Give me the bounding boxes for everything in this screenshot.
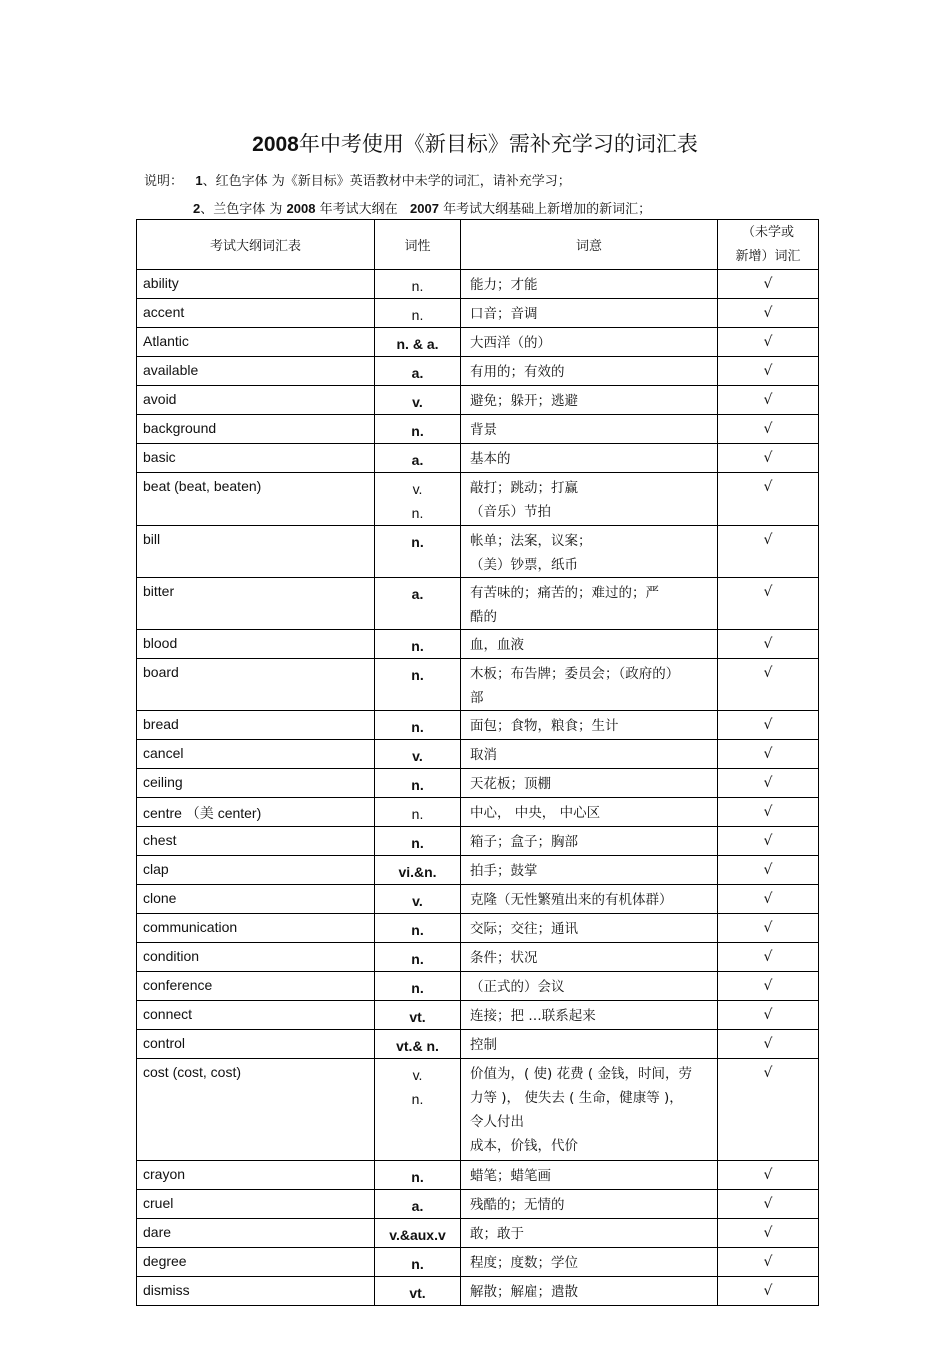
cell-pos: n. — [375, 526, 461, 578]
cell-check: √ — [718, 856, 819, 885]
cell-check: √ — [718, 659, 819, 711]
table-row — [137, 1190, 819, 1219]
note-line-2 — [193, 198, 651, 217]
cell-word: degree — [137, 1248, 375, 1277]
cell-meaning: 口音；音调 — [461, 299, 718, 328]
table-row — [137, 711, 819, 740]
cell-word: centre （美 center) — [137, 798, 375, 827]
cell-word: blood — [137, 630, 375, 659]
cell-check: √ — [718, 415, 819, 444]
cell-pos: n. — [375, 299, 461, 328]
table-row — [137, 943, 819, 972]
cell-meaning: 条件；状况 — [461, 943, 718, 972]
table-row — [137, 856, 819, 885]
cell-word: ability — [137, 270, 375, 299]
cell-meaning: 避免；躲开；逃避 — [461, 386, 718, 415]
cell-word: control — [137, 1030, 375, 1059]
cell-check: √ — [718, 444, 819, 473]
cell-meaning: 能力；才能 — [461, 270, 718, 299]
cell-check: √ — [718, 328, 819, 357]
cell-check: √ — [718, 711, 819, 740]
cell-check: √ — [718, 1277, 819, 1306]
table-row — [137, 1161, 819, 1190]
table-row — [137, 914, 819, 943]
cell-pos: n. & a. — [375, 328, 461, 357]
cell-pos: vt. — [375, 1001, 461, 1030]
cell-word: clap — [137, 856, 375, 885]
cell-word: cruel — [137, 1190, 375, 1219]
cell-pos: v. n. — [375, 473, 461, 526]
cell-meaning: 基本的 — [461, 444, 718, 473]
table-row — [137, 630, 819, 659]
cell-meaning: 解散；解雇；遣散 — [461, 1277, 718, 1306]
table-row — [137, 1219, 819, 1248]
cell-word: bitter — [137, 578, 375, 630]
cell-word: cancel — [137, 740, 375, 769]
cell-pos: n. — [375, 798, 461, 827]
cell-check: √ — [718, 1001, 819, 1030]
cell-meaning: 帐单；法案，议案； （美）钞票，纸币 — [461, 526, 718, 578]
cell-pos: a. — [375, 444, 461, 473]
table-row — [137, 1248, 819, 1277]
cell-pos: n. — [375, 1248, 461, 1277]
cell-word: connect — [137, 1001, 375, 1030]
cell-pos: v. n. — [375, 1059, 461, 1161]
cell-word: dismiss — [137, 1277, 375, 1306]
cell-word: basic — [137, 444, 375, 473]
cell-meaning: 大西洋（的） — [461, 328, 718, 357]
table-row — [137, 357, 819, 386]
cell-pos: a. — [375, 357, 461, 386]
cell-pos: v. — [375, 740, 461, 769]
cell-check: √ — [718, 885, 819, 914]
cell-pos: n. — [375, 943, 461, 972]
cell-meaning: 有用的；有效的 — [461, 357, 718, 386]
cell-check: √ — [718, 1030, 819, 1059]
table-row — [137, 1030, 819, 1059]
table-row — [137, 386, 819, 415]
cell-word: Atlantic — [137, 328, 375, 357]
cell-meaning: 面包；食物，粮食；生计 — [461, 711, 718, 740]
cell-meaning: 箱子；盒子；胸部 — [461, 827, 718, 856]
note2-text2: 年考试大纲在 — [319, 202, 398, 217]
cell-pos: n. — [375, 1161, 461, 1190]
cell-word: chest — [137, 827, 375, 856]
cell-check: √ — [718, 972, 819, 1001]
table-row — [137, 972, 819, 1001]
note2-text3: 年考试大纲基础上新增加的新词汇； — [443, 202, 652, 217]
cell-word: board — [137, 659, 375, 711]
cell-meaning: 程度；度数；学位 — [461, 1248, 718, 1277]
title-text: 年中考使用《新目标》需补充学习的词汇表 — [298, 132, 698, 156]
cell-pos: vt.& n. — [375, 1030, 461, 1059]
cell-check: √ — [718, 740, 819, 769]
cell-check: √ — [718, 769, 819, 798]
table-row — [137, 415, 819, 444]
cell-check: √ — [718, 578, 819, 630]
cell-meaning: 残酷的；无情的 — [461, 1190, 718, 1219]
header-word: 考试大纲词汇表 — [137, 220, 375, 270]
cell-word: background — [137, 415, 375, 444]
cell-pos: n. — [375, 659, 461, 711]
vocabulary-table — [136, 219, 819, 1306]
cell-pos: n. — [375, 711, 461, 740]
cell-check: √ — [718, 630, 819, 659]
cell-pos: n. — [375, 972, 461, 1001]
cell-meaning: （正式的）会议 — [461, 972, 718, 1001]
cell-check: √ — [718, 357, 819, 386]
cell-pos: a. — [375, 578, 461, 630]
table-row — [137, 328, 819, 357]
note1-number: 1 — [195, 173, 203, 188]
cell-word: accent — [137, 299, 375, 328]
cell-pos: n. — [375, 415, 461, 444]
cell-meaning: 控制 — [461, 1030, 718, 1059]
note2-number: 2 — [193, 201, 201, 216]
cell-pos: v. — [375, 386, 461, 415]
cell-meaning: 木板；布告牌；委员会；（政府的） 部 — [461, 659, 718, 711]
cell-check: √ — [718, 827, 819, 856]
cell-word: condition — [137, 943, 375, 972]
table-row — [137, 798, 819, 827]
cell-check: √ — [718, 1059, 819, 1161]
cell-meaning: 背景 — [461, 415, 718, 444]
cell-check: √ — [718, 914, 819, 943]
cell-check: √ — [718, 1248, 819, 1277]
cell-meaning: 有苦味的；痛苦的；难过的；严 酷的 — [461, 578, 718, 630]
cell-word: cost (cost, cost) — [137, 1059, 375, 1161]
note2-text1: 、兰色字体 为 — [200, 202, 283, 217]
table-row — [137, 473, 819, 526]
cell-meaning: 连接；把 …联系起来 — [461, 1001, 718, 1030]
cell-pos: v. — [375, 885, 461, 914]
note2-year1: 2008 — [286, 201, 316, 216]
cell-word: dare — [137, 1219, 375, 1248]
cell-meaning: 敢；敢于 — [461, 1219, 718, 1248]
cell-word: bill — [137, 526, 375, 578]
cell-meaning: 克隆（无性繁殖出来的有机体群） — [461, 885, 718, 914]
cell-check: √ — [718, 1161, 819, 1190]
cell-word: ceiling — [137, 769, 375, 798]
title-year: 2008 — [252, 133, 299, 156]
cell-pos: vi.&n. — [375, 856, 461, 885]
table-row — [137, 827, 819, 856]
note-label: 说明： — [144, 174, 184, 189]
cell-word: bread — [137, 711, 375, 740]
table-row — [137, 740, 819, 769]
cell-meaning: 价值为，( 使) 花费 ( 金钱，时间，劳 力等 )， 使失去 ( 生命，健康等 )， 令人付出 成本，价钱，代价 — [461, 1059, 718, 1161]
table-row — [137, 1001, 819, 1030]
cell-check: √ — [718, 473, 819, 526]
note2-year2: 2007 — [410, 201, 439, 216]
cell-check: √ — [718, 1219, 819, 1248]
cell-meaning: 血，血液 — [461, 630, 718, 659]
cell-check: √ — [718, 943, 819, 972]
cell-check: √ — [718, 386, 819, 415]
cell-meaning: 天花板；顶棚 — [461, 769, 718, 798]
cell-word: clone — [137, 885, 375, 914]
cell-word: avoid — [137, 386, 375, 415]
note1-text: 、红色字体 为《新目标》英语教材中未学的词汇，请补充学习； — [202, 174, 571, 189]
cell-word: crayon — [137, 1161, 375, 1190]
note-line-1 — [144, 170, 571, 189]
cell-meaning: 中心， 中央， 中心区 — [461, 798, 718, 827]
table-header-row — [137, 220, 819, 270]
cell-check: √ — [718, 1190, 819, 1219]
cell-pos: n. — [375, 630, 461, 659]
cell-word: conference — [137, 972, 375, 1001]
cell-pos: a. — [375, 1190, 461, 1219]
cell-check: √ — [718, 270, 819, 299]
cell-meaning: 蜡笔；蜡笔画 — [461, 1161, 718, 1190]
cell-meaning: 拍手；鼓掌 — [461, 856, 718, 885]
cell-meaning: 交际；交往；通讯 — [461, 914, 718, 943]
table-row — [137, 769, 819, 798]
cell-pos: n. — [375, 270, 461, 299]
cell-pos: n. — [375, 827, 461, 856]
table-row — [137, 299, 819, 328]
cell-word: beat (beat, beaten) — [137, 473, 375, 526]
table-row — [137, 659, 819, 711]
table-row — [137, 444, 819, 473]
cell-word: communication — [137, 914, 375, 943]
cell-check: √ — [718, 526, 819, 578]
header-new-vocab: （未学或 新增）词汇 — [718, 220, 819, 270]
page-title — [0, 128, 950, 158]
table-row — [137, 1059, 819, 1161]
cell-pos: n. — [375, 914, 461, 943]
table-row — [137, 885, 819, 914]
table-row — [137, 1277, 819, 1306]
table-row — [137, 526, 819, 578]
header-meaning: 词意 — [461, 220, 718, 270]
cell-word: available — [137, 357, 375, 386]
cell-meaning: 敲打；跳动；打赢 （音乐）节拍 — [461, 473, 718, 526]
cell-pos: v.&aux.v — [375, 1219, 461, 1248]
cell-check: √ — [718, 299, 819, 328]
cell-pos: n. — [375, 769, 461, 798]
cell-pos: vt. — [375, 1277, 461, 1306]
table-row — [137, 578, 819, 630]
header-pos: 词性 — [375, 220, 461, 270]
cell-meaning: 取消 — [461, 740, 718, 769]
table-row — [137, 270, 819, 299]
cell-check: √ — [718, 798, 819, 827]
